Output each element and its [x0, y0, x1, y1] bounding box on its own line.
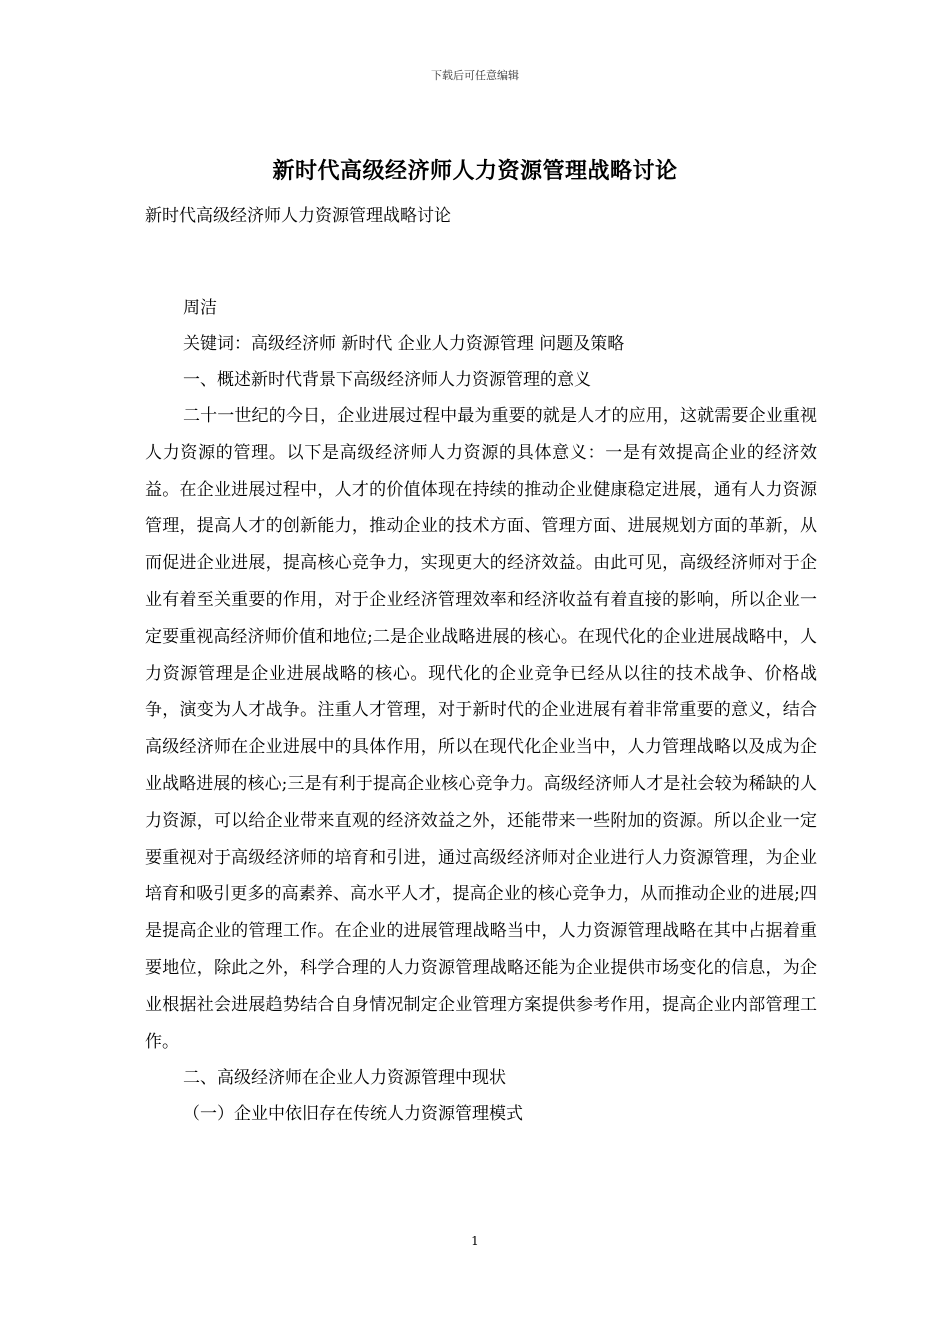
- section-1-heading: 一、概述新时代背景下高级经济师人力资源管理的意义: [183, 370, 591, 390]
- section-1-paragraph: 二十一世纪的今日，企业进展过程中最为重要的就是人才的应用，这就需要企业重视人力资源的管理。以下是高级经济师人力资源的具体意义：一是有效提高企业的经济效益。在企业进展过程中，人才的价值体现在持续的推动企业健康稳定进展，通有人力资源管理，提高人才的创新能力，推动企业的技术方面、管理方面、进展规划方面的革新，从而促进企业进展，提高核心竞争力，实现更大的经济效益。由此可见，高级经济师对于企业有着至关重要的作用，对于企业经济管理效率和经济收益有着直接的影响，所以企业一定要重视高经济师价值和地位;二是企业战略进展的核心。在现代化的企业进展战略中，人力资源管理是企业进展战略的核心。现代化的企业竞争已经从以往的技术战争、价格战争，演变为人才战争。注重人才管理，对于新时代的企业进展有着非常重要的意义，结合高级经济师在企业进展中的具体作用，所以在现代化企业当中，人力管理战略以及成为企业战略进展的核心;三是有利于提高企业核心竞争力。高级经济师人才是社会较为稀缺的人力资源，可以给企业带来直观的经济效益之外，还能带来一些附加的资源。所以企业一定要重视对于高级经济师的培育和引进，通过高级经济师对企业进行人力资源管理，为企业培育和吸引更多的高素养、高水平人才，提高企业的核心竞争力，从而推动企业的进展;四是提高企业的管理工作。在企业的进展管理战略当中，人力资源管理战略在其中占据着重要地位，除此之外，科学合理的人力资源管理战略还能为企业提供市场变化的信息，为企业根据社会进展趋势结合自身情况制定企业管理方案提供参考作用，提高企业内部管理工作。: [145, 406, 817, 1052]
- section-2-heading: 二、高级经济师在企业人力资源管理中现状: [183, 1068, 506, 1089]
- document-title: 新时代高级经济师人力资源管理战略讨论: [272, 158, 678, 184]
- document-body: [145, 198, 817, 1132]
- section-2-subheading: （一）企业中依旧存在传统人力资源管理模式: [183, 1104, 523, 1125]
- document-subtitle: 新时代高级经济师人力资源管理战略讨论: [145, 206, 451, 226]
- keywords-line: 关键词：高级经济师 新时代 企业人力资源管理 问题及策略: [183, 334, 625, 354]
- page-header: 下载后可任意编辑: [431, 69, 519, 82]
- author-name: 周洁: [183, 298, 217, 318]
- page-number: 1: [471, 1234, 479, 1248]
